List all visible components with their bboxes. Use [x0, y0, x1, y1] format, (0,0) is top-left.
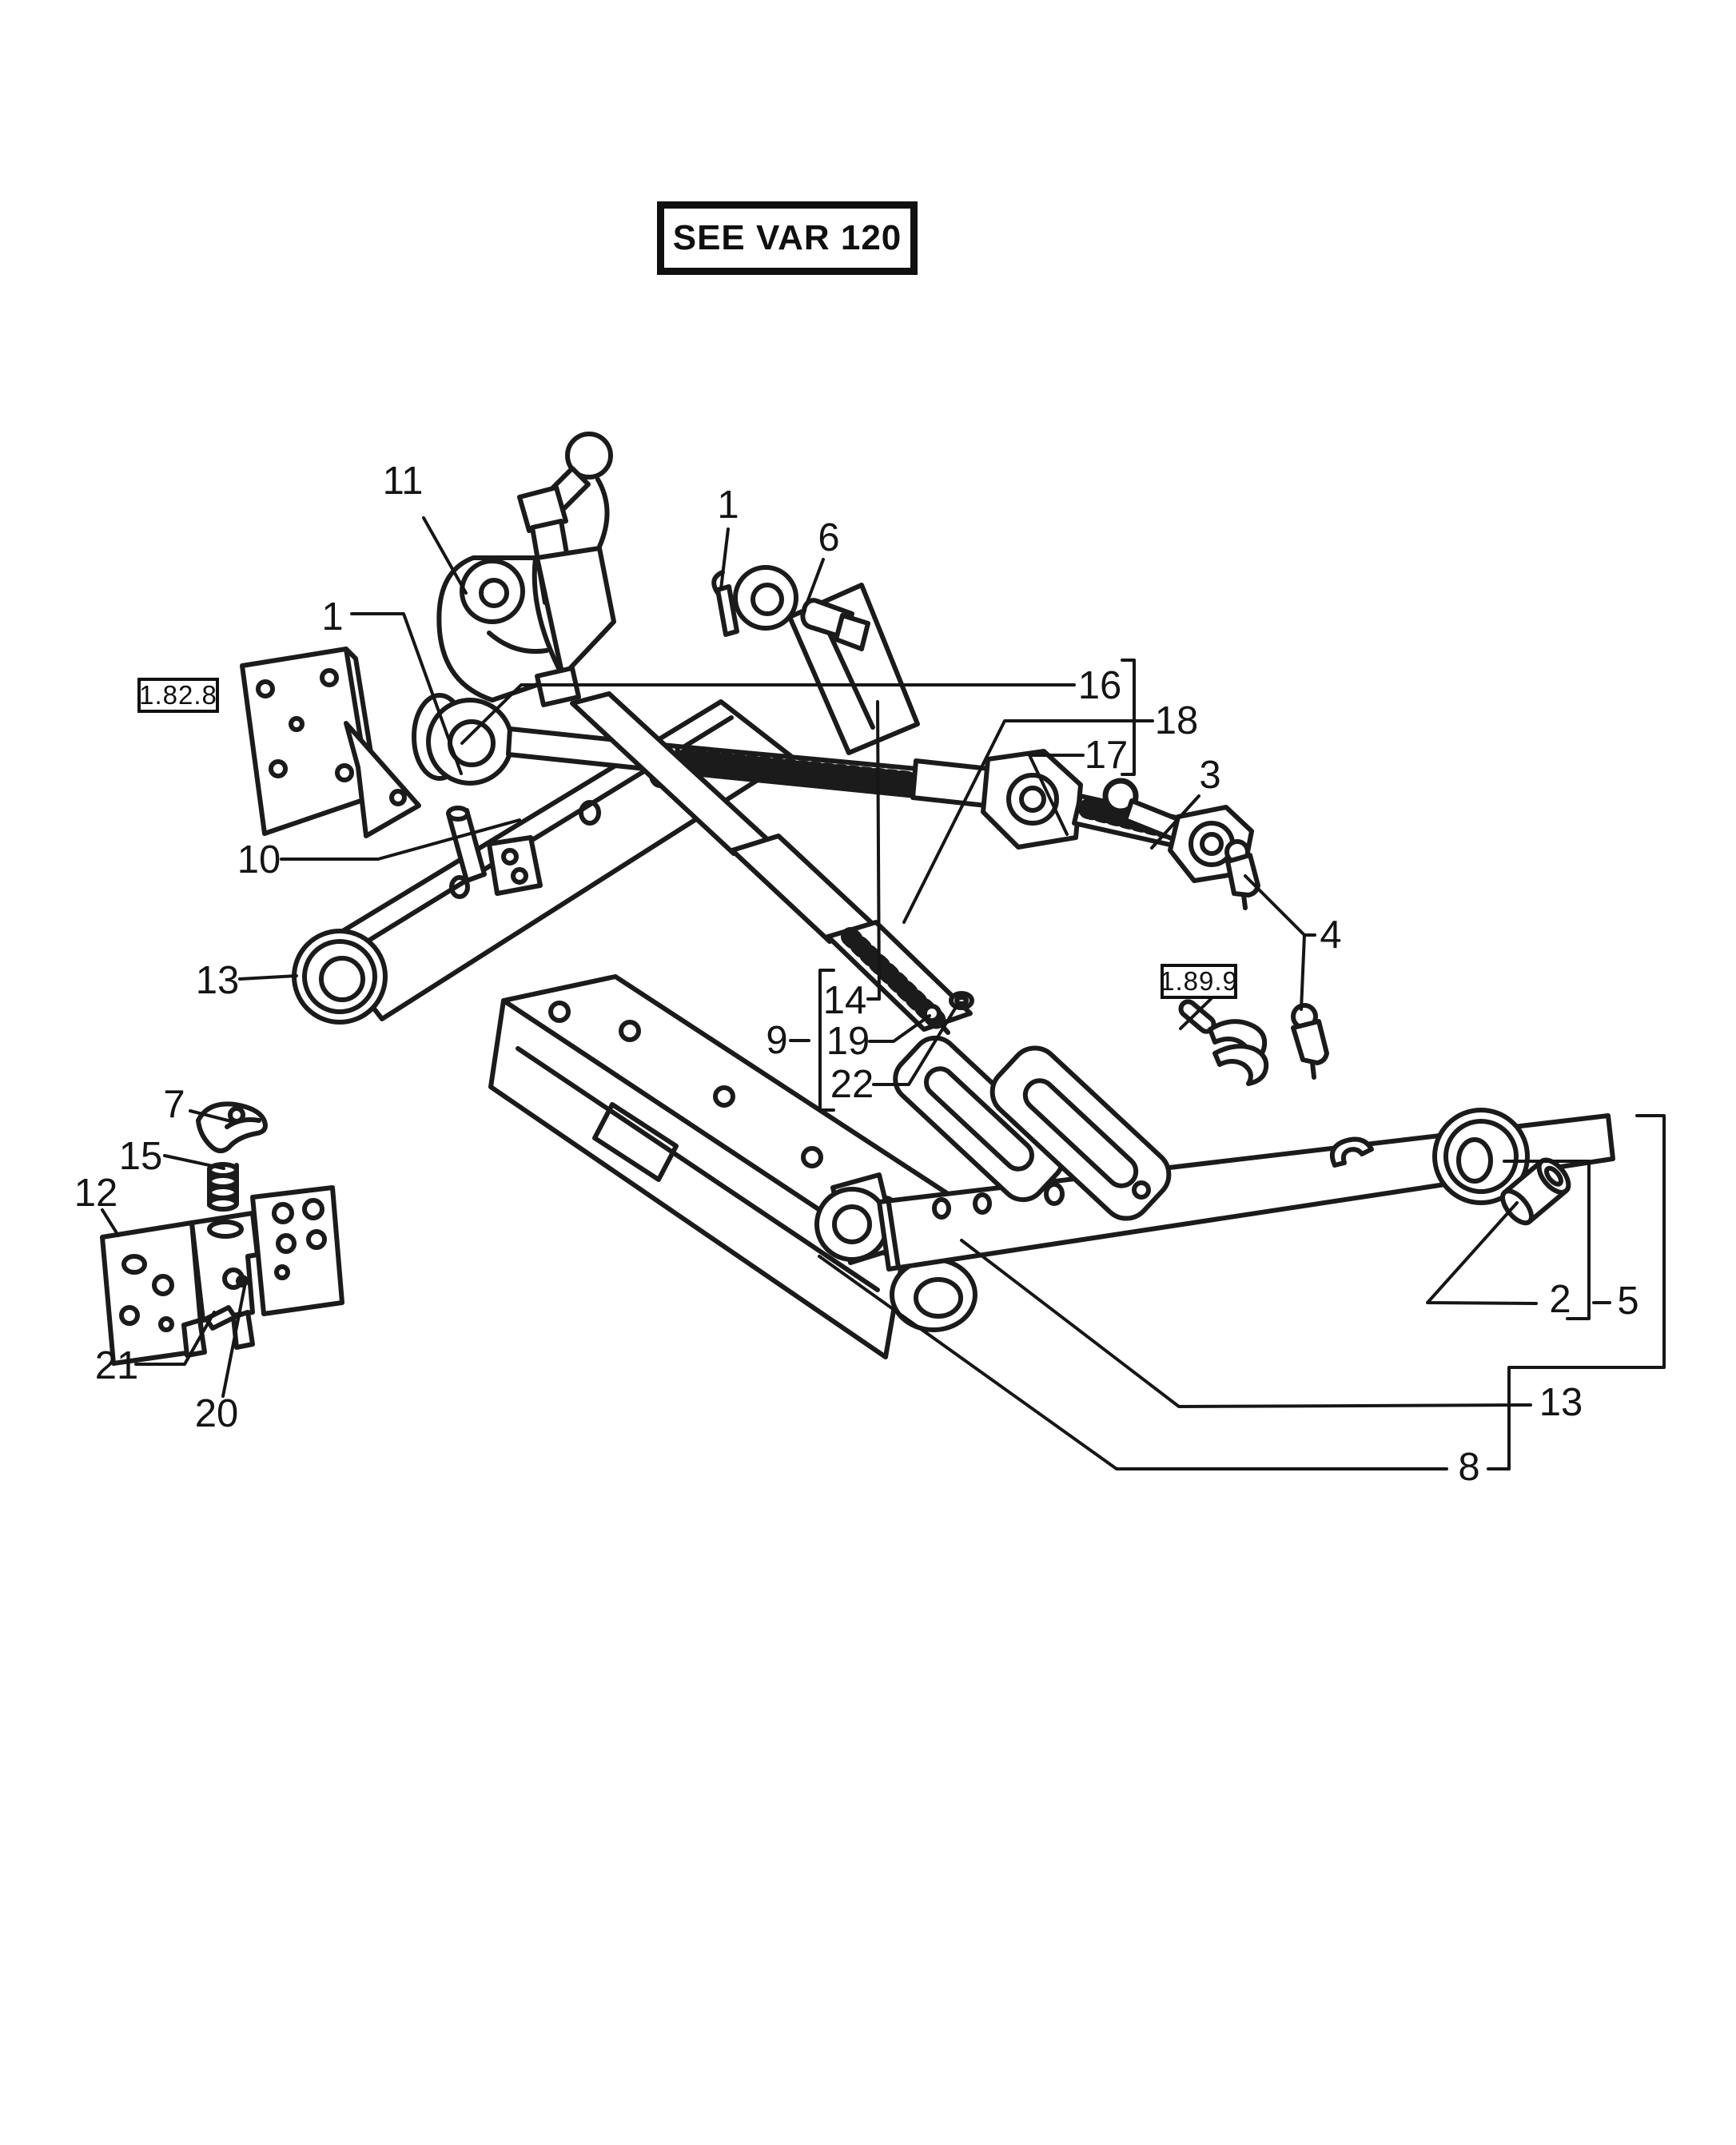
diagram-artwork	[102, 434, 1613, 1363]
part-label-10: 10	[237, 838, 281, 881]
part-label-12: 12	[74, 1172, 118, 1215]
part-label-20: 20	[194, 1392, 239, 1435]
part-label-1-left: 1	[321, 595, 344, 639]
part-label-7: 7	[163, 1083, 185, 1126]
part-label-22: 22	[830, 1063, 874, 1106]
leader-1-top	[721, 529, 728, 589]
support-casting-drawing	[491, 977, 1001, 1357]
leader-13-left	[240, 976, 297, 979]
part-label-18: 18	[1154, 699, 1199, 742]
part-label-4: 4	[1320, 913, 1342, 957]
leader-15	[165, 1156, 224, 1168]
part-label-21: 21	[94, 1344, 139, 1387]
part-label-9: 9	[766, 1019, 788, 1062]
ref-box-1-82-8: 1.82.8	[137, 678, 219, 713]
part-label-1-top: 1	[717, 484, 739, 527]
leader-13-right	[962, 1240, 1531, 1407]
mounting-plate-drawing	[242, 649, 419, 836]
part-label-13-right: 13	[1539, 1381, 1583, 1424]
part-label-2: 2	[1549, 1278, 1571, 1321]
leader-4-upper	[1245, 876, 1315, 935]
leader-4-lower	[1301, 935, 1304, 1009]
see-var-box: SEE VAR 120	[657, 201, 918, 275]
part-label-16: 16	[1077, 664, 1122, 707]
part-label-17: 17	[1084, 734, 1129, 777]
part-label-6: 6	[818, 516, 840, 559]
part-label-19: 19	[826, 1020, 870, 1063]
ref-box-1-89-9: 1.89.9	[1161, 964, 1237, 999]
anchor-clevis-drawing	[1178, 999, 1266, 1084]
part-label-3: 3	[1199, 754, 1221, 797]
part-label-11: 11	[382, 460, 424, 503]
part-label-5: 5	[1617, 1279, 1639, 1323]
part-label-8: 8	[1458, 1446, 1480, 1489]
part-label-15: 15	[118, 1135, 163, 1178]
part-label-13-left: 13	[195, 959, 240, 1002]
part-label-14: 14	[822, 979, 867, 1022]
leveling-crank-drawing	[439, 434, 614, 705]
